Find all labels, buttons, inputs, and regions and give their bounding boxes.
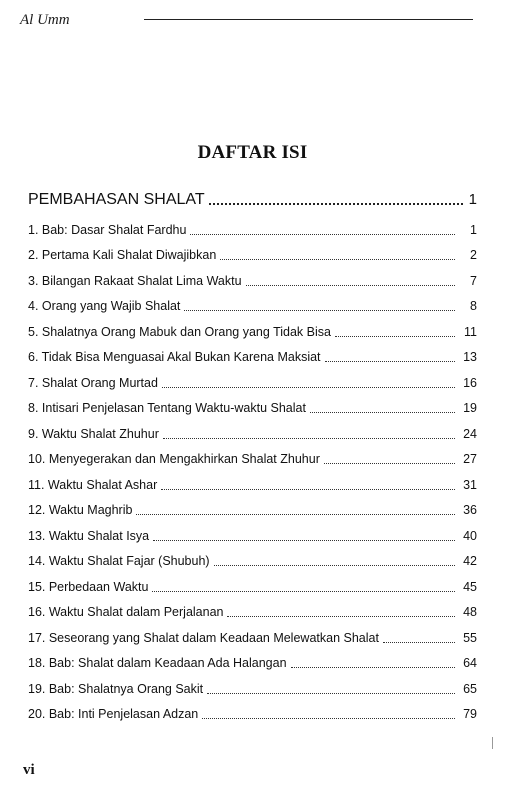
dot-leader — [227, 616, 455, 617]
toc-title: DAFTAR ISI — [197, 142, 308, 163]
toc-entry-page: 64 — [463, 656, 477, 670]
page-number: vi — [23, 762, 35, 778]
toc-entry-page: 79 — [463, 707, 477, 721]
dot-leader — [153, 540, 455, 541]
toc-entry-label: 15. Perbedaan Waktu — [28, 579, 149, 594]
dot-leader — [325, 361, 455, 362]
toc-entry-page: 40 — [463, 528, 477, 543]
toc-entry[interactable] — [28, 344, 477, 370]
toc-entry[interactable] — [28, 675, 477, 701]
toc-entry-page: 27 — [463, 452, 477, 466]
dot-leader — [246, 285, 455, 286]
toc-entry[interactable] — [28, 573, 477, 599]
toc-entry[interactable] — [28, 650, 477, 676]
toc-entry-label: 2. Pertama Kali Shalat Diwajibkan — [28, 248, 217, 262]
dot-leader — [161, 489, 455, 490]
toc-entry[interactable] — [28, 497, 477, 523]
toc-entry[interactable] — [28, 446, 477, 472]
toc-entry[interactable] — [28, 701, 477, 727]
toc-entry-page: 31 — [463, 477, 477, 492]
toc-entry[interactable] — [28, 216, 477, 242]
toc-entry-page: 42 — [463, 554, 477, 568]
dot-leader — [383, 642, 455, 643]
toc-entry-label: 10. Menyegerakan dan Mengakhirkan Shalat Zhuhur — [28, 452, 320, 466]
toc-entry-page: 45 — [463, 579, 477, 594]
toc-entry-label: 17. Seseorang yang Shalat dalam Keadaan Melewatkan Shalat — [28, 630, 379, 645]
toc-entry-label: 1. Bab: Dasar Shalat Fardhu — [28, 222, 187, 237]
running-header — [20, 10, 480, 32]
toc-entry-label: 12. Waktu Maghrib — [28, 503, 133, 517]
toc-entry-label: 3. Bilangan Rakaat Shalat Lima Waktu — [28, 273, 242, 288]
toc-entry-page: 65 — [463, 681, 477, 696]
toc-entry-page: 2 — [470, 248, 477, 262]
toc-entry-page: 1 — [470, 222, 477, 237]
margin-mark — [492, 737, 493, 749]
dot-leader — [136, 514, 455, 515]
toc-entry-label: 5. Shalatnya Orang Mabuk dan Orang yang Tidak Bisa — [28, 324, 331, 339]
dot-leader — [152, 591, 455, 592]
dot-leader — [291, 667, 455, 668]
toc-entry[interactable] — [28, 318, 477, 344]
header-rule — [144, 19, 473, 20]
dot-leader — [324, 463, 455, 464]
toc-entry-label: 4. Orang yang Wajib Shalat — [28, 299, 181, 313]
toc-list — [28, 216, 477, 726]
toc-entry[interactable] — [28, 624, 477, 650]
toc-entry-page: 13 — [463, 350, 477, 364]
toc-section-label: PEMBAHASAN SHALAT — [28, 191, 205, 208]
toc-entry[interactable] — [28, 395, 477, 421]
toc-entry[interactable] — [28, 293, 477, 319]
dot-leader — [163, 438, 455, 439]
dot-leader — [184, 310, 455, 311]
toc-entry-label: 19. Bab: Shalatnya Orang Sakit — [28, 681, 204, 696]
dot-leader — [207, 693, 455, 694]
toc-entry-label: 16. Waktu Shalat dalam Perjalanan — [28, 605, 224, 619]
toc-section-heading[interactable] — [28, 188, 477, 212]
toc-entry-label: 13. Waktu Shalat Isya — [28, 528, 150, 543]
toc-entry-label: 8. Intisari Penjelasan Tentang Waktu-waktu Shalat — [28, 401, 306, 415]
toc-entry-page: 16 — [463, 375, 477, 390]
toc-entry-page: 19 — [463, 401, 477, 415]
toc-entry[interactable] — [28, 420, 477, 446]
toc-entry[interactable] — [28, 267, 477, 293]
toc-entry[interactable] — [28, 242, 477, 268]
dot-leader — [214, 565, 455, 566]
dot-leader — [335, 336, 455, 337]
dot-leader — [310, 412, 455, 413]
toc-entry[interactable] — [28, 548, 477, 574]
toc-entry-page: 48 — [463, 605, 477, 619]
toc-entry-label: 18. Bab: Shalat dalam Keadaan Ada Halangan — [28, 656, 287, 670]
toc-entry-page: 55 — [463, 630, 477, 645]
toc-entry-label: 14. Waktu Shalat Fajar (Shubuh) — [28, 554, 210, 568]
dot-leader — [162, 387, 455, 388]
toc-entry-label: 9. Waktu Shalat Zhuhur — [28, 426, 159, 441]
toc-entry[interactable] — [28, 522, 477, 548]
running-header-title: Al Umm — [20, 12, 70, 28]
toc-section-page: 1 — [468, 191, 477, 208]
toc-entry-label: 7. Shalat Orang Murtad — [28, 375, 158, 390]
toc-entry[interactable] — [28, 599, 477, 625]
toc-entry-page: 24 — [463, 426, 477, 441]
toc-entry-page: 8 — [470, 299, 477, 313]
toc-entry[interactable] — [28, 369, 477, 395]
toc-entry-label: 20. Bab: Inti Penjelasan Adzan — [28, 707, 199, 721]
dot-leader — [190, 234, 455, 235]
toc-entry-label: 6. Tidak Bisa Menguasai Akal Bukan Karena Maksiat — [28, 350, 321, 364]
toc-entry-label: 11. Waktu Shalat Ashar — [28, 477, 158, 492]
toc-entry-page: 7 — [470, 273, 477, 288]
toc-entry-page: 11 — [464, 324, 477, 339]
toc-entry[interactable] — [28, 471, 477, 497]
toc-entry-page: 36 — [463, 503, 477, 517]
dot-leader — [220, 259, 455, 260]
dot-leader — [209, 203, 463, 205]
dot-leader — [202, 718, 455, 719]
